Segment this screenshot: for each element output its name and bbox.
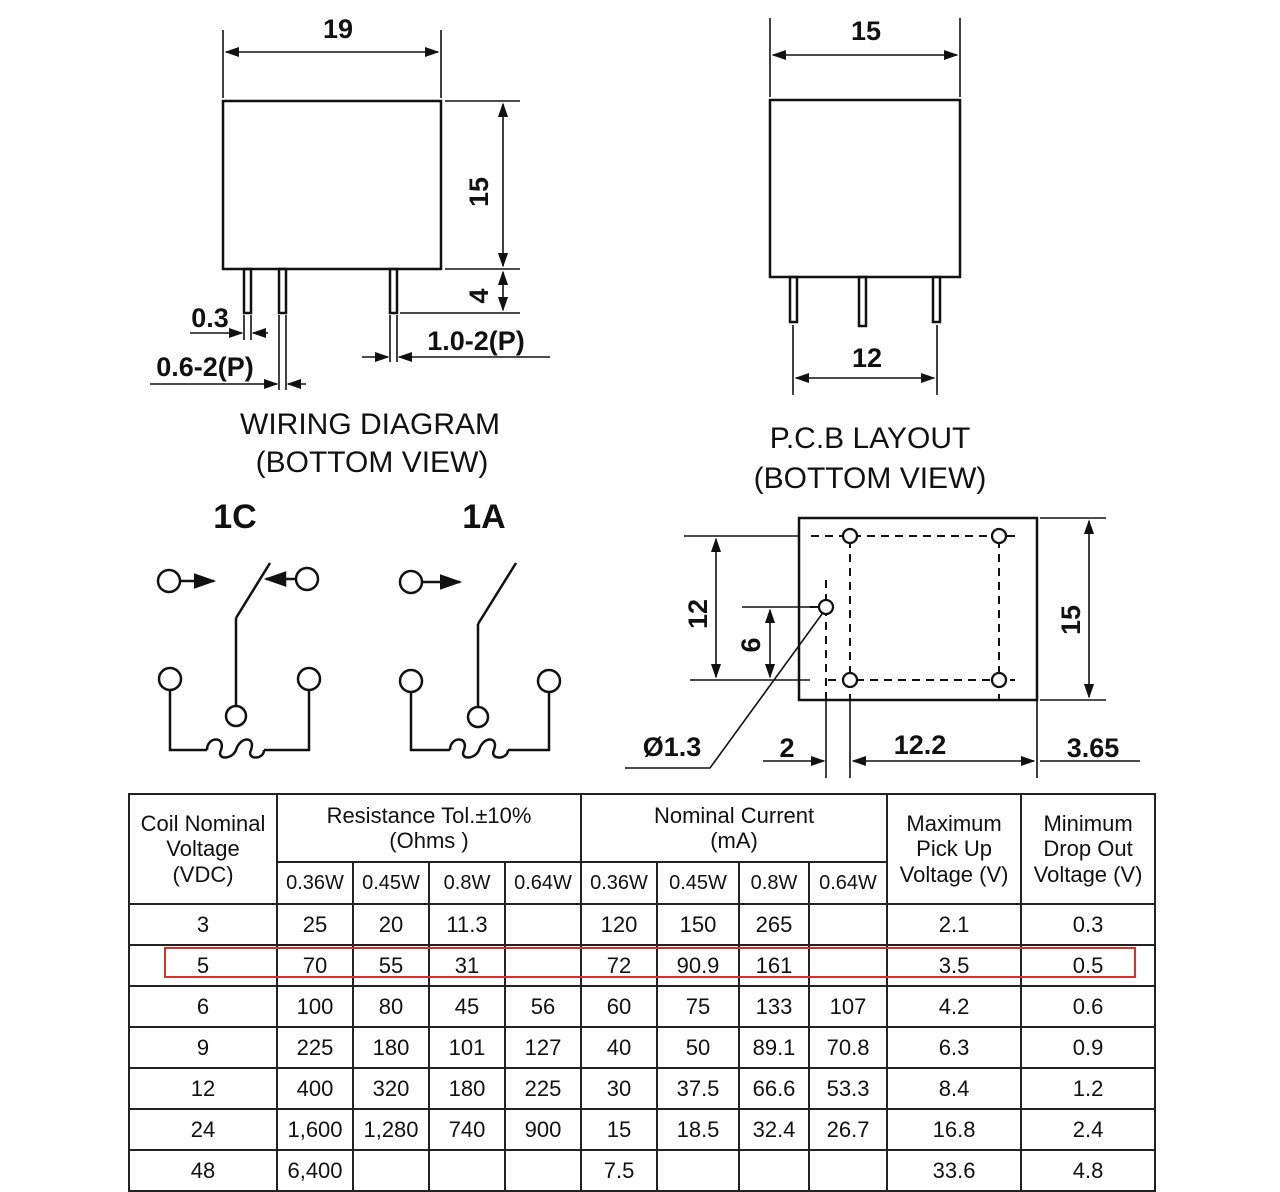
table-cell: 32.4 xyxy=(739,1109,809,1150)
power-column-header: 0.36W xyxy=(581,862,657,904)
form-a-label: 1A xyxy=(462,498,506,536)
table-cell: 16.8 xyxy=(887,1109,1021,1150)
table-cell: 25 xyxy=(277,904,353,945)
table-cell: 75 xyxy=(657,986,739,1027)
table-cell: 150 xyxy=(657,904,739,945)
side-height-label: 15 xyxy=(464,176,494,208)
table-cell: 18.5 xyxy=(657,1109,739,1150)
table-cell: 225 xyxy=(277,1027,353,1068)
side-pin-length-label: 4 xyxy=(464,288,494,304)
table-cell: 24 xyxy=(129,1109,277,1150)
table-cell: 1.2 xyxy=(1021,1068,1155,1109)
table-cell: 37.5 xyxy=(657,1068,739,1109)
table-cell: 70.8 xyxy=(809,1027,887,1068)
table-cell: 400 xyxy=(277,1068,353,1109)
table-cell: 33.6 xyxy=(887,1150,1021,1191)
table-cell: 6,400 xyxy=(277,1150,353,1191)
table-cell: 66.6 xyxy=(739,1068,809,1109)
table-cell: 48 xyxy=(129,1150,277,1191)
table-cell: 120 xyxy=(581,904,657,945)
pcb-layout-subcaption: (BOTTOM VIEW) xyxy=(753,462,987,495)
table-cell: 6 xyxy=(129,986,277,1027)
side-width-label: 19 xyxy=(322,14,354,44)
pcb-holes xyxy=(819,529,1006,687)
end-pin-span-label: 12 xyxy=(851,343,883,373)
table-cell: 55 xyxy=(353,945,429,986)
wiring-diagram-caption: WIRING DIAGRAM xyxy=(240,408,500,441)
table-cell: 7.5 xyxy=(581,1150,657,1191)
table-cell xyxy=(809,904,887,945)
table-row xyxy=(129,1150,1155,1191)
table-cell: 180 xyxy=(353,1027,429,1068)
table-cell: 5 xyxy=(129,945,277,986)
table-cell: 127 xyxy=(505,1027,581,1068)
pcb-dim-15-label: 15 xyxy=(1056,604,1086,636)
table-cell: 3.5 xyxy=(887,945,1021,986)
table-cell: 40 xyxy=(581,1027,657,1068)
table-cell: 2.4 xyxy=(1021,1109,1155,1150)
pin-spacing-right-label: 1.0-2(P) xyxy=(427,326,525,356)
table-cell: 107 xyxy=(809,986,887,1027)
table-row xyxy=(129,1027,1155,1068)
table-cell: 0.3 xyxy=(1021,904,1155,945)
table-cell: 70 xyxy=(277,945,353,986)
table-cell: 45 xyxy=(429,986,505,1027)
table-cell xyxy=(505,904,581,945)
pcb-dim-6-label: 6 xyxy=(736,637,766,653)
table-cell: 12 xyxy=(129,1068,277,1109)
table-cell: 53.3 xyxy=(809,1068,887,1109)
table-cell xyxy=(505,945,581,986)
table-cell: 11.3 xyxy=(429,904,505,945)
table-cell xyxy=(429,1150,505,1191)
table-row xyxy=(129,1068,1155,1109)
power-column-header: 0.8W xyxy=(739,862,809,904)
table-cell: 20 xyxy=(353,904,429,945)
table-cell: 8.4 xyxy=(887,1068,1021,1109)
table-cell: 9 xyxy=(129,1027,277,1068)
table-cell xyxy=(353,1150,429,1191)
pcb-dim-2-label: 2 xyxy=(779,733,795,763)
table-cell: 4.8 xyxy=(1021,1150,1155,1191)
table-cell: 50 xyxy=(657,1027,739,1068)
pcb-dim-3-65-label: 3.65 xyxy=(1066,733,1120,763)
table-row xyxy=(129,1109,1155,1150)
form-a-schematic xyxy=(400,563,560,758)
table-cell: 89.1 xyxy=(739,1027,809,1068)
table-cell: 101 xyxy=(429,1027,505,1068)
pcb-dim-12-label: 12 xyxy=(683,598,713,630)
table-cell: 31 xyxy=(429,945,505,986)
table-cell: 26.7 xyxy=(809,1109,887,1150)
end-view-outline xyxy=(770,100,960,326)
end-width-label: 15 xyxy=(850,16,882,46)
header-resistance: Resistance Tol.±10% (Ohms ) xyxy=(277,794,581,862)
table-row xyxy=(129,986,1155,1027)
coil-spec-table xyxy=(128,793,1156,1192)
table-cell xyxy=(809,1150,887,1191)
power-column-header: 0.8W xyxy=(429,862,505,904)
header-pickup-voltage: Maximum Pick Up Voltage (V) xyxy=(887,794,1021,904)
table-cell: 3 xyxy=(129,904,277,945)
pin-spacing-left-label: 0.6-2(P) xyxy=(156,352,254,382)
table-row-highlighted xyxy=(129,945,1155,986)
pcb-layout-caption: P.C.B LAYOUT xyxy=(769,422,971,455)
form-c-label: 1C xyxy=(213,498,257,536)
table-cell: 1,600 xyxy=(277,1109,353,1150)
table-cell xyxy=(505,1150,581,1191)
table-cell: 100 xyxy=(277,986,353,1027)
pcb-hole-diameter-label: Ø1.3 xyxy=(642,732,702,762)
table-cell: 30 xyxy=(581,1068,657,1109)
table-cell: 80 xyxy=(353,986,429,1027)
power-column-header: 0.64W xyxy=(809,862,887,904)
table-cell: 740 xyxy=(429,1109,505,1150)
side-view-outline xyxy=(223,101,441,313)
wiring-diagram-subcaption: (BOTTOM VIEW) xyxy=(255,446,489,479)
table-cell xyxy=(739,1150,809,1191)
table-cell: 0.9 xyxy=(1021,1027,1155,1068)
table-cell: 0.6 xyxy=(1021,986,1155,1027)
table-cell: 2.1 xyxy=(887,904,1021,945)
pin-thickness-label: 0.3 xyxy=(191,303,229,333)
table-cell: 1,280 xyxy=(353,1109,429,1150)
table-cell: 72 xyxy=(581,945,657,986)
table-row xyxy=(129,904,1155,945)
form-c-schematic xyxy=(158,563,320,758)
pcb-dim-12-2-label: 12.2 xyxy=(893,730,947,760)
pcb-dimension-lines xyxy=(625,518,1140,778)
table-cell: 161 xyxy=(739,945,809,986)
table-cell: 60 xyxy=(581,986,657,1027)
table-cell: 6.3 xyxy=(887,1027,1021,1068)
table-cell: 180 xyxy=(429,1068,505,1109)
power-column-header: 0.45W xyxy=(353,862,429,904)
header-coil-voltage: Coil Nominal Voltage (VDC) xyxy=(129,794,277,904)
power-column-header: 0.36W xyxy=(277,862,353,904)
table-cell: 15 xyxy=(581,1109,657,1150)
table-cell xyxy=(809,945,887,986)
table-cell: 133 xyxy=(739,986,809,1027)
table-cell: 90.9 xyxy=(657,945,739,986)
end-view-dimension-lines xyxy=(770,18,960,395)
table-cell: 56 xyxy=(505,986,581,1027)
header-dropout-voltage: Minimum Drop Out Voltage (V) xyxy=(1021,794,1155,904)
table-cell: 0.5 xyxy=(1021,945,1155,986)
table-cell: 265 xyxy=(739,904,809,945)
table-cell: 225 xyxy=(505,1068,581,1109)
power-column-header: 0.45W xyxy=(657,862,739,904)
table-cell: 4.2 xyxy=(887,986,1021,1027)
table-cell: 320 xyxy=(353,1068,429,1109)
header-nominal-current: Nominal Current (mA) xyxy=(581,794,887,862)
power-column-header: 0.64W xyxy=(505,862,581,904)
table-cell xyxy=(657,1150,739,1191)
table-cell: 900 xyxy=(505,1109,581,1150)
